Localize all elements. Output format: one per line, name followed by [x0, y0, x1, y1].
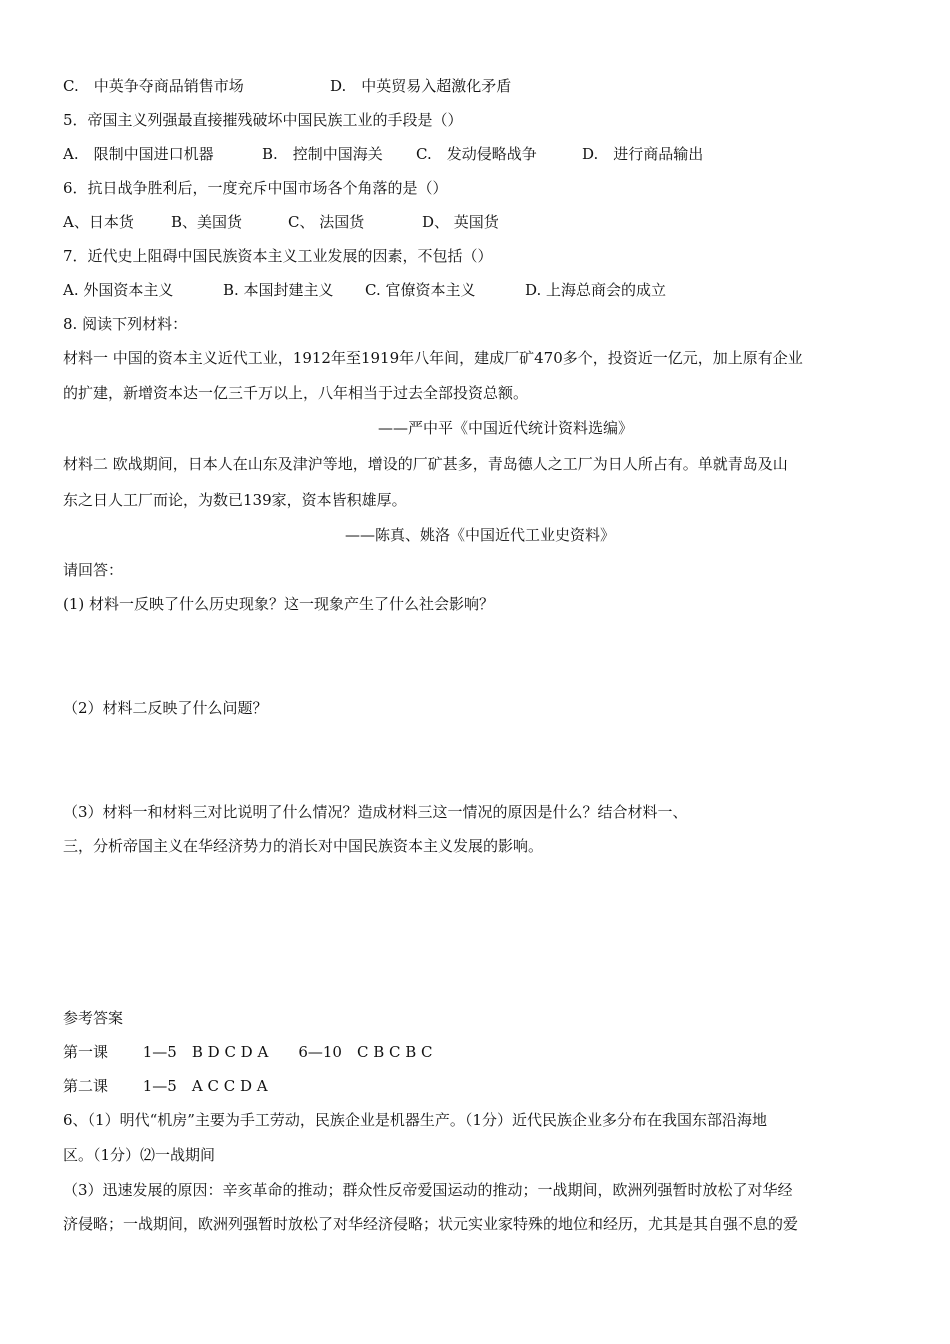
sub-question-2: （2）材料二反映了什么问题？ [63, 699, 268, 717]
sub-question-1: (1) 材料一反映了什么历史现象？这一现象产生了什么社会影响？ [63, 595, 495, 613]
answer6-line1: 6、（1）明代“机房”主要为手工劳动，民族企业是机器生产。（1分）近代民族企业多分布在我国东部沿海地 [63, 1111, 767, 1129]
material2-line1: 材料二 欧战期间，日本人在山东及津沪等地，增设的厂矿甚多，青岛德人之工厂为日人所占有。单就青岛及山 [63, 455, 788, 473]
answers-lesson2: 第二课 1—5 A C C D A [63, 1077, 268, 1095]
q7-option-a: A. 外国资本主义 [63, 281, 174, 299]
material1-source: ——严中平《中国近代统计资料选编》 [378, 419, 634, 437]
q6-option-d: D、 英国货 [422, 213, 499, 231]
q6-option-c: C、 法国货 [288, 213, 365, 231]
answer6-line3: （3）迅速发展的原因：辛亥革命的推动；群众性反帝爱国运动的推动；一战期间，欧洲列强暂时放松了对华经 [63, 1181, 793, 1199]
q5-options-row [63, 144, 703, 164]
q6-option-b: B、美国货 [171, 213, 243, 231]
q4-options-row [63, 76, 511, 96]
q7-options-row [63, 280, 666, 300]
q6-option-a: A、日本货 [63, 213, 134, 231]
q6-stem: 6．抗日战争胜利后，一度充斥中国市场各个角落的是（） [63, 179, 448, 197]
material1-line1: 材料一 中国的资本主义近代工业，1912年至1919年八年间，建成厂矿470多个，投资近一亿元，加上原有企业 [63, 349, 803, 367]
q5-option-c: C. 发动侵略战争 [416, 145, 537, 163]
q7-option-c: C. 官僚资本主义 [365, 281, 476, 299]
sub-question-3-line1: （3）材料一和材料三对比说明了什么情况？造成材料三这一情况的原因是什么？结合材料一、 [63, 803, 688, 821]
material1-line2: 的扩建，新增资本达一亿三千万以上，八年相当于过去全部投资总额。 [63, 384, 529, 402]
q7-option-b: B. 本国封建主义 [223, 281, 334, 299]
q6-options-row [63, 212, 499, 232]
answer-prompt: 请回答： [63, 561, 124, 579]
q4-option-c: C. 中英争夺商品销售市场 [63, 77, 244, 95]
q5-option-b: B. 控制中国海关 [262, 145, 383, 163]
q8-stem: 8. 阅读下列材料： [63, 315, 188, 333]
q7-option-d: D. 上海总商会的成立 [525, 281, 667, 299]
sub-question-3-line2: 三，分析帝国主义在华经济势力的消长对中国民族资本主义发展的影响。 [63, 837, 544, 855]
q4-option-d: D. 中英贸易入超激化矛盾 [330, 77, 512, 95]
answers-heading: 参考答案 [63, 1009, 124, 1027]
material2-line2: 东之日人工厂而论，为数已139家，资本皆积雄厚。 [63, 491, 407, 509]
answer6-line4: 济侵略；一战期间，欧洲列强暂时放松了对华经济侵略；状元实业家特殊的地位和经历，尤其是其自强不息的爱 [63, 1215, 799, 1233]
q5-option-a: A. 限制中国进口机器 [63, 145, 214, 163]
q5-stem: 5．帝国主义列强最直接摧残破坏中国民族工业的手段是（） [63, 111, 463, 129]
answer6-line2: 区。（1分）⑵一战期间 [63, 1146, 216, 1164]
q5-option-d: D. 进行商品输出 [582, 145, 704, 163]
material2-source: ——陈真、姚洛《中国近代工业史资料》 [345, 526, 616, 544]
answers-lesson1: 第一课 1—5 B D C D A 6—10 C B C B C [63, 1043, 433, 1061]
q7-stem: 7．近代史上阻碍中国民族资本主义工业发展的因素，不包括（） [63, 247, 493, 265]
